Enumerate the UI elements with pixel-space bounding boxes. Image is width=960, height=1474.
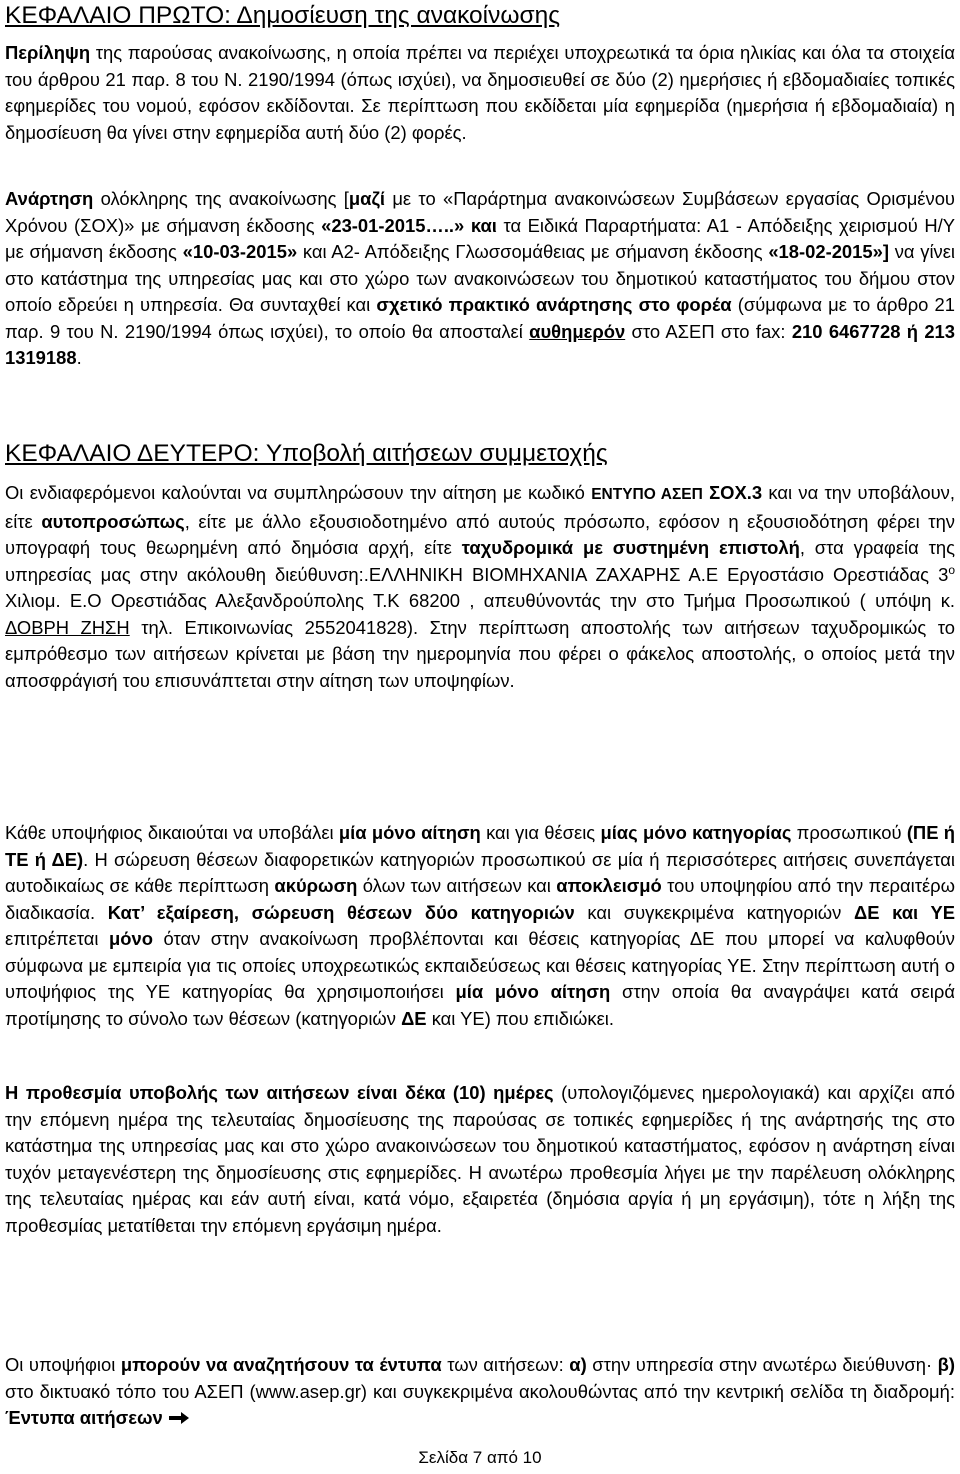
submission-paragraph <box>5 480 955 694</box>
chapter1-title: ΚΕΦΑΛΑΙΟ ΠΡΩΤΟ: Δημοσίευση της ανακοίνωσης <box>5 2 561 29</box>
posting-date-main: «23-01-2015…..» <box>321 214 465 236</box>
oa-text-17: όταν στην ανακοίνωση προβλέπονται και θέσεις κατηγορίας ΔΕ που μπορεί να καλυφθούν σύμφωνα με εμπειρία για τις οποίες υποχρεωτικώς εκπαιδεύσεως και θέσεις κατηγορίας ΥΕ. Στην περίπτωση αυτή ο υποψήφιος της ΥΕ κατηγορίας θα χρησιμοποιήσει <box>5 928 955 1002</box>
posting-text-2: μαζί <box>348 188 386 209</box>
oa-text-18: μία μόνο αίτηση <box>455 981 611 1002</box>
submission-in-person: αυτοπροσώπως <box>41 510 185 532</box>
posting-text-14: στο ΑΣΕΠ στο fax: <box>625 320 792 342</box>
oa-text-7: . Η σώρευση θέσεων διαφορετικών κατηγοριών προσωπικού σε μία ή περισσότερες αιτήσεις συνεπάγεται αυτοδικαίως σε κάθε περίπτωση <box>5 848 955 896</box>
oa-text-9: όλων των αιτήσεων και <box>357 875 557 896</box>
forms-text-1: Οι υποψήφιοι <box>5 1354 121 1375</box>
oa-text-6: (ΠΕ ή ΤΕ ή ΔΕ) <box>5 822 955 870</box>
oa-text-5: προσωπικού <box>791 822 907 843</box>
oa-text-1: Κάθε υποψήφιος δικαιούται να υποβάλει <box>5 822 339 843</box>
one-application-paragraph <box>5 820 955 1032</box>
page-number: Σελίδα 7 από 10 <box>418 1448 542 1467</box>
oa-text-11: του υποψηφίου από την περαιτέρω διαδικασία. <box>5 875 955 923</box>
posting-same-day: αυθημερόν <box>529 320 626 342</box>
oa-text-13: και συγκεκριμένα κατηγοριών <box>574 901 854 923</box>
forms-text-2: μπορούν να αναζητήσουν τα έντυπα <box>120 1354 442 1375</box>
posting-fax-numbers: 210 6467728 ή 213 1319188 <box>5 320 955 368</box>
oa-text-12: Κατ’ εξαίρεση, σώρευση θέσεων δύο κατηγοριών <box>107 901 575 923</box>
chapter2-title: ΚΕΦΑΛΑΙΟ ΔΕΥΤΕΡΟ: Υποβολή αιτήσεων συμμετοχής <box>5 440 608 467</box>
posting-text-12: (σύμφωνα με το άρθρο 21 παρ. 9 του Ν. 2190/1994 όπως ισχύει), το οποίο θα αποσταλεί <box>5 294 955 342</box>
oa-text-16: μόνο <box>109 928 153 949</box>
oa-text-14: ΔΕ και ΥΕ <box>853 901 956 923</box>
posting-paragraph <box>5 186 955 372</box>
forms-text-4: α) <box>569 1354 587 1375</box>
oa-text-3: και για θέσεις <box>480 822 601 843</box>
posting-date-a1: «10-03-2015» <box>182 241 298 262</box>
deadline-paragraph <box>5 1080 955 1239</box>
oa-text-19: στην οποία θα αναγράψει κατά σειρά προτίμησης το σύνολο των θέσεων (κατηγοριών <box>5 981 955 1029</box>
submission-text-1: Οι ενδιαφερόμενοι καλούνται να συμπληρώσουν την αίτηση με κωδικό <box>5 482 592 503</box>
oa-text-4: μίας μόνο κατηγορίας <box>600 822 792 843</box>
submission-text-12: τηλ. Επικοινωνίας 2552041828). Στην περίπτωση αποστολής των αιτήσεων ταχυδρομικώς το εμπρόθεσμο των αιτήσεων κρίνεται με βάση την ημερομηνία που φέρει ο φάκελος αποστολής, ο οποίος μετά την αποσφράγισή του επισυνάπτεται στην αίτηση των υποψηφίων. <box>5 616 955 691</box>
posting-text-10: να γίνει στο κατάστημα της υπηρεσίας μας και στο χώρο των ανακοινώσεων του δημοτικού καταστήματος του δήμου στον οποίο εδρεύει η υπηρεσία. Θα συνταχθεί και <box>5 241 956 315</box>
deadline-text-1: Η προθεσμία υποβολής των αιτήσεων είναι δέκα (10) ημέρες <box>5 1082 554 1103</box>
superscript-o: ο <box>948 562 955 577</box>
oa-text-8: ακύρωση <box>274 875 358 896</box>
arrow-right-icon <box>168 1407 190 1428</box>
submission-address: , στα γραφεία της υπηρεσίας μας στην ακόλουθη διεύθυνση:.ΕΛΛΗΝΙΚΗ ΒΙΟΜΗΧΑΝΙΑ ΖΑΧΑΡΗΣ Α.Ε Εργοστάσιο Ορεστιάδας 3 <box>5 537 955 585</box>
forms-paragraph <box>5 1352 955 1432</box>
posting-record: σχετικό πρακτικό ανάρτησης στο φορέα <box>376 294 732 315</box>
form-code-number: ΣΟΧ.3 <box>702 482 763 503</box>
submission-text-4: και να την υποβάλουν, είτε <box>5 482 955 532</box>
deadline-text-2: (υπολογιζόμενες ημερολογιακά) και αρχίζει από την επόμενη ημέρα της τελευταίας δημοσίευσης της παρούσας σε τοπικές εφημερίδες ή της ανάρτησής της στο κατάστημα της υπηρεσίας μας και στο χώρο ανακοινώσεων του δημοτικού καταστήματος, εφόσον η ανάρτηση είναι τυχόν μεταγενέστερη της δημοσίευσης στις εφημερίδες. Η ανωτέρω προθεσμία λήγει με την παρέλευση ολόκληρης της τελευταίας ημέρας και εάν αυτή είναι, κατά νόμο, εξαιρετέα (δημόσια αργία ή μη εργάσιμη), τότε η λήξη της προθεσμίας μετατίθεται την επόμενη εργάσιμη ημέρα. <box>5 1082 955 1236</box>
posting-date-a2: «18-02-2015»] <box>768 241 889 262</box>
posting-text-1: ολόκληρης της ανακοίνωσης [ <box>93 188 349 209</box>
posting-text-8: και Α2- Απόδειξης Γλωσσομάθειας με σήμανση έκδοσης <box>297 241 769 262</box>
posting-text-3: με το «Παράρτημα ανακοινώσεων Συμβάσεων εργασίας Ορισμένου Χρόνου (ΣΟΧ)» με σήμανση έκδοσης <box>5 188 955 236</box>
posting-text-6: τα Ειδικά Παραρτήματα: Α1 - Απόδειξης χειρισμού Η/Υ με σήμανση έκδοσης <box>5 214 955 262</box>
forms-text-7: στο δικτυακό τόπο του ΑΣΕΠ (www.asep.gr) και συγκεκριμένα ακολουθώντας από την κεντρική σελίδα τη διαδρομή: <box>5 1380 955 1402</box>
summary-paragraph <box>5 40 955 146</box>
forms-text-5: στην υπηρεσία στην ανωτέρω διεύθυνση· <box>586 1354 938 1375</box>
oa-text-21: και ΥΕ) που επιδιώκει. <box>426 1007 615 1029</box>
oa-text-20: ΔΕ <box>401 1007 427 1029</box>
submission-registered-mail: ταχυδρομικά με συστημένη επιστολή <box>461 537 800 558</box>
oa-text-10: αποκλεισμό <box>556 875 662 896</box>
forms-text-3: των αιτήσεων: <box>441 1354 570 1375</box>
oa-text-15: επιτρέπεται <box>5 928 110 949</box>
submission-text-6: , είτε με άλλο εξουσιοδοτημένο από αυτούς πρόσωπο, εφόσον η εξουσιοδότηση φέρει την υπογραφή τους θεωρημένη από δημόσια αρχή, είτε <box>5 510 955 558</box>
form-code: ΕΝΤΥΠΟ ΑΣΕΠ <box>591 486 703 503</box>
posting-label: Ανάρτηση <box>5 188 94 209</box>
posting-text-5: και <box>470 214 497 236</box>
submission-text-10: Χιλιομ. Ε.Ο Ορεστιάδας Αλεξανδρούπολης Τ.Κ 68200 , απευθύνοντάς την στο Τμήμα Προσωπικού ( υπόψη κ. <box>5 590 955 611</box>
posting-text-16: . <box>76 347 82 368</box>
summary-label: Περίληψη <box>5 42 91 63</box>
contact-person: ΔΟΒΡΗ ΖΗΣΗ <box>5 616 130 638</box>
forms-text-6: β) <box>937 1354 955 1375</box>
summary-text: της παρούσας ανακοίνωσης, η οποία πρέπει να περιέχει υποχρεωτικά τα όρια ηλικίας και όλα τα στοιχεία του άρθρου 21 παρ. 8 του Ν. 2190/1994 (όπως ισχύει), να δημοσιευθεί σε δύο (2) ημερήσιες ή εβδομαδιαίες τοπικές εφημερίδες του νομού, εφόσον εκδίδονται. Σε περίπτωση που εκδίδεται μία εφημερίδα (ημερήσια ή εβδομαδιαία) η δημοσίευση θα γίνει στην εφημερίδα αυτή δύο (2) φορές. <box>5 42 955 143</box>
forms-path-link[interactable]: Έντυπα αιτήσεων <box>5 1407 163 1428</box>
oa-text-2: μία μόνο αίτηση <box>338 822 481 843</box>
